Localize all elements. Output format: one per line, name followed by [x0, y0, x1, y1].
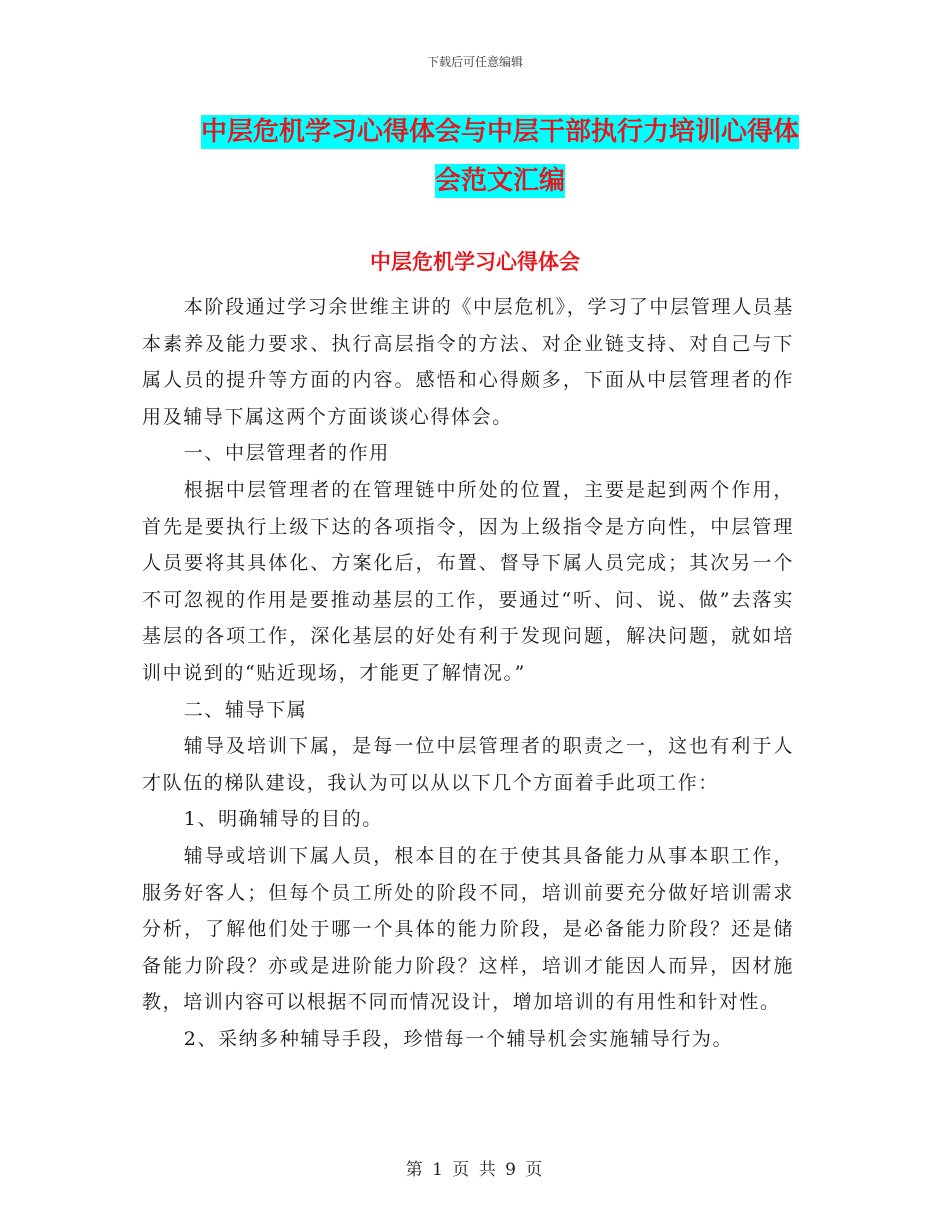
paragraph-role: 根据中层管理者的在管理链中所处的位置，主要是起到两个作用，首先是要执行上级下达的各项指令，因为上级指令是方向性，中层管理人员要将其具体化、方案化后，布置、督导下属人员完成；其次另一个不可忽视的作用是要推动基层的工作，要通过“听、问、说、做”去落实基层的各项工作，深化基层的好处有利于发现问题，解决问题，就如培训中说到的“贴近现场，才能更了解情况。”	[142, 478, 794, 684]
heading-role-of-middle-managers: 一、中层管理者的作用	[183, 442, 390, 465]
subheading-coaching-purpose: 1、明确辅导的目的。	[183, 808, 383, 831]
document-title	[140, 108, 860, 206]
page-number: 第 1 页 共 9 页	[405, 1160, 545, 1180]
document-title-line-1: 中层危机学习心得体会与中层干部执行力培训心得体	[200, 117, 799, 147]
paragraph-intro: 本阶段通过学习余世维主讲的《中层危机》，学习了中层管理人员基本素养及能力要求、执行高层指令的方法、对企业链支持、对自己与下属人员的提升等方面的内容。感悟和心得颇多，下面从中层管理者的作用及辅导下属这两个方面谈谈心得体会。	[142, 296, 794, 428]
page-header-note: 下载后可任意编辑	[426, 55, 523, 69]
section-title: 中层危机学习心得体会	[370, 250, 580, 274]
document-title-line-2: 会范文汇编	[434, 166, 565, 196]
paragraph-coaching-purpose: 辅导或培训下属人员，根本目的在于使其具备能力从事本职工作，服务好客人；但每个员工所处的阶段不同，培训前要充分做好培训需求分析，了解他们处于哪一个具体的能力阶段，是必备能力阶段？还是储备能力阶段？亦或是进阶能力阶段？这样，培训才能因人而异，因材施教，培训内容可以根据不同而情况设计，增加培训的有用性和针对性。	[142, 844, 794, 1014]
paragraph-coaching: 辅导及培训下属，是每一位中层管理者的职责之一，这也有利于人才队伍的梯队建设，我认为可以从以下几个方面着手此项工作：	[142, 735, 794, 794]
document-body	[142, 289, 794, 1057]
heading-coaching-subordinates: 二、辅导下属	[183, 698, 308, 721]
subheading-coaching-methods: 2、采纳多种辅导手段，珍惜每一个辅导机会实施辅导行为。	[183, 1027, 734, 1050]
